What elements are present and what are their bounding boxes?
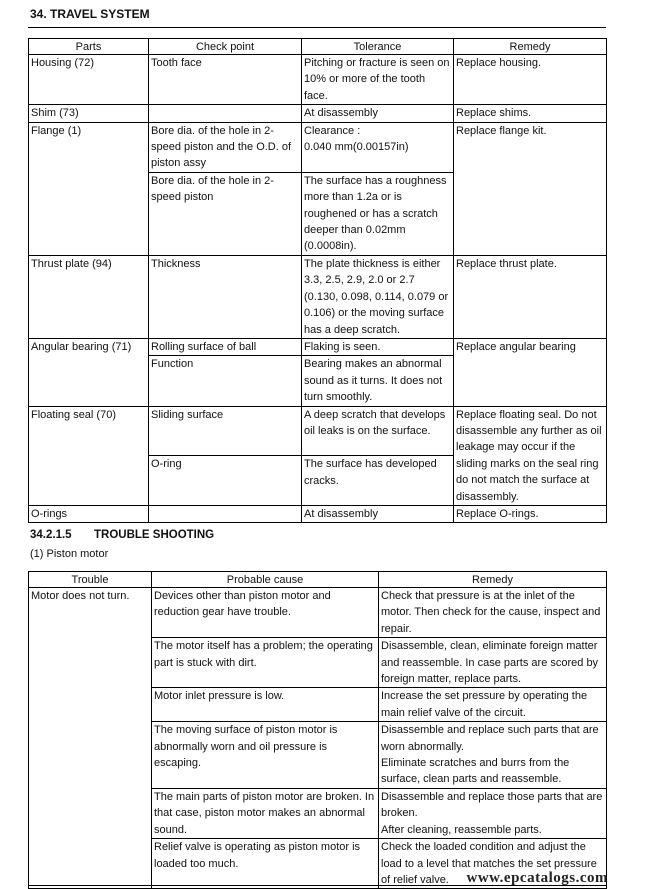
watermark-text: www.epcatalogs.com xyxy=(466,870,608,886)
header-check-point: Check point xyxy=(149,39,302,55)
part-cell: Shim (73) xyxy=(29,105,149,122)
part-cell: Angular bearing (71) xyxy=(29,338,149,406)
remedy-cell: Replace angular bearing xyxy=(454,338,607,406)
remedy-cell: Replace thrust plate. xyxy=(454,255,607,338)
check-cell xyxy=(149,505,302,522)
cause-cell: The motor itself has a problem; the operating part is stuck with dirt. xyxy=(152,638,379,688)
remedy-cell: Replace shims. xyxy=(454,105,607,122)
header-tolerance: Tolerance xyxy=(302,39,454,55)
tolerance-cell: Pitching or fracture is seen on 10% or more of the tooth face. xyxy=(302,55,454,105)
cause-cell: Devices other than piston motor and reduction gear have trouble. xyxy=(152,588,379,638)
tolerance-cell: The surface has developed cracks. xyxy=(302,456,454,506)
table-row xyxy=(29,255,607,338)
header-parts: Parts xyxy=(29,39,149,55)
subsection-heading xyxy=(30,529,214,541)
remedy-cell: Check the loaded condition and adjust the load to a level that matches the set pressure of relief valve. xyxy=(379,839,607,889)
trouble-cell: Motor does not turn. xyxy=(29,588,152,889)
check-cell: Rolling surface of ball xyxy=(149,338,302,355)
remedy-cell: Replace housing. xyxy=(454,55,607,105)
part-cell: Thrust plate (94) xyxy=(29,255,149,338)
tolerance-cell: Bearing makes an abnormal sound as it turns. It does not turn smoothly. xyxy=(302,356,454,406)
remedy-cell: Disassemble and replace such parts that are worn abnormally. Eliminate scratches and burrs from the surface, clean parts and reassemble. xyxy=(379,722,607,789)
check-cell: Bore dia. of the hole in 2-speed piston and the O.D. of piston assy xyxy=(149,122,302,172)
trouble-table xyxy=(28,571,607,889)
check-cell: Tooth face xyxy=(149,55,302,105)
subsection-number: 34.2.1.5 xyxy=(30,529,72,541)
table-row xyxy=(29,55,607,105)
subsection-subtitle: (1) Piston motor xyxy=(30,548,109,560)
part-cell: Floating seal (70) xyxy=(29,406,149,505)
cause-cell: Motor inlet pressure is low. xyxy=(152,688,379,722)
check-cell: Thickness xyxy=(149,255,302,338)
tolerance-cell: The surface has a roughness more than 1.2a or is roughened or has a scratch deeper than 0.02mm (0.0008in). xyxy=(302,172,454,255)
check-cell: O-ring xyxy=(149,456,302,506)
table-row xyxy=(29,588,607,638)
header-remedy: Remedy xyxy=(379,572,607,588)
cause-cell: The moving surface of piston motor is abnormally worn and oil pressure is escaping. xyxy=(152,722,379,789)
inspection-header-row xyxy=(29,39,607,55)
tolerance-cell: Clearance : 0.040 mm(0.00157in) xyxy=(302,122,454,172)
trouble-header-row xyxy=(29,572,607,588)
header-probable-cause: Probable cause xyxy=(152,572,379,588)
part-cell: Housing (72) xyxy=(29,55,149,105)
table-row xyxy=(29,122,607,172)
check-cell xyxy=(149,105,302,122)
remedy-cell: Increase the set pressure by operating the main relief valve of the circuit. xyxy=(379,688,607,722)
cause-cell: The main parts of piston motor are broken. In that case, piston motor makes an abnormal sound. xyxy=(152,788,379,838)
table-row xyxy=(29,406,607,456)
inspection-table xyxy=(28,38,607,523)
subsection-title: TROUBLE SHOOTING xyxy=(94,529,215,541)
section-title: 34. TRAVEL SYSTEM xyxy=(30,7,150,21)
tolerance-cell: At disassembly xyxy=(302,505,454,522)
table-row xyxy=(29,338,607,355)
part-cell: Flange (1) xyxy=(29,122,149,255)
remedy-cell: Check that pressure is at the inlet of the motor. Then check for the cause, inspect and repair. xyxy=(379,588,607,638)
tolerance-cell: Flaking is seen. xyxy=(302,338,454,355)
tolerance-cell: At disassembly xyxy=(302,105,454,122)
table-row xyxy=(29,105,607,122)
header-remedy: Remedy xyxy=(454,39,607,55)
remedy-cell: Replace O-rings. xyxy=(454,505,607,522)
part-cell: O-rings xyxy=(29,505,149,522)
tolerance-cell: A deep scratch that develops oil leaks is on the surface. xyxy=(302,406,454,456)
header-trouble: Trouble xyxy=(29,572,152,588)
remedy-cell: Replace flange kit. xyxy=(454,122,607,255)
check-cell: Sliding surface xyxy=(149,406,302,456)
cause-cell: Relief valve is operating as piston motor is loaded too much. xyxy=(152,839,379,889)
remedy-cell: Replace floating seal. Do not disassemble any further as oil leakage may occur if the sliding marks on the seal ring do not match the surface at disassembly. xyxy=(454,406,607,505)
check-cell: Function xyxy=(149,356,302,406)
remedy-cell: Disassemble and replace those parts that are broken. After cleaning, reassemble parts. xyxy=(379,788,607,838)
title-rule xyxy=(28,27,606,28)
tolerance-cell: The plate thickness is either 3.3, 2.5, 2.9, 2.0 or 2.7 (0.130, 0.098, 0.114, 0.079 or 0.106) or the moving surface has a deep scratch. xyxy=(302,255,454,338)
table-row xyxy=(29,505,607,522)
remedy-cell: Disassemble, clean, eliminate foreign matter and reassemble. In case parts are scored by foreign matter, replace parts. xyxy=(379,638,607,688)
check-cell: Bore dia. of the hole in 2-speed piston xyxy=(149,172,302,255)
